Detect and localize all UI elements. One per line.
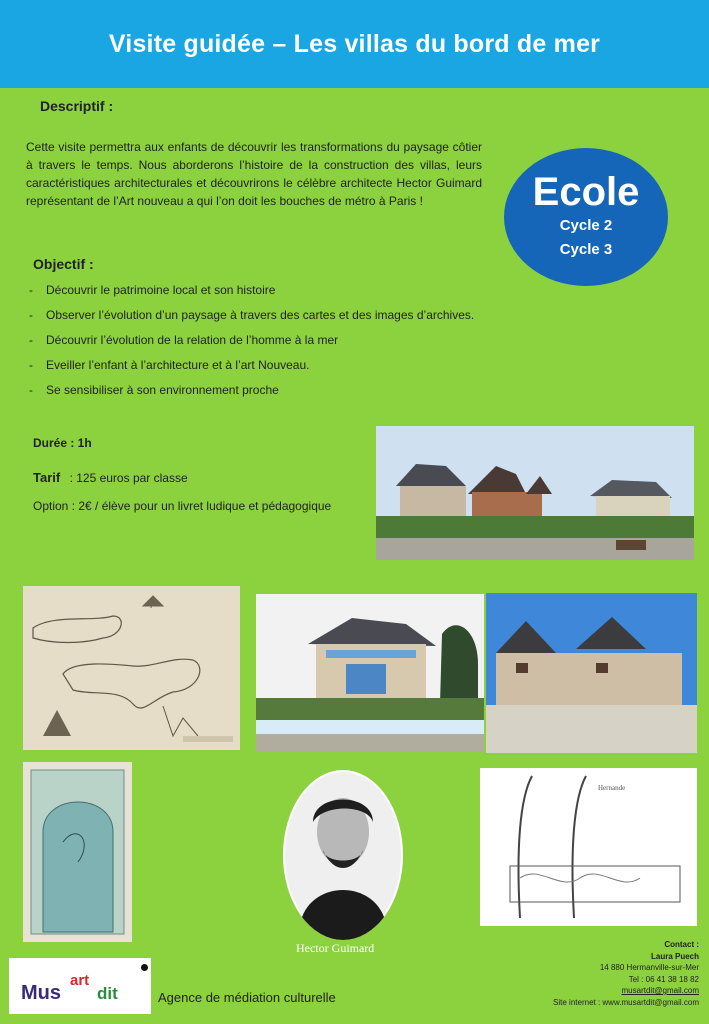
list-item: - Découvrir le patrimoine local et son histoire bbox=[26, 282, 476, 298]
list-item: - Découvrir l’évolution de la relation de l’homme à la mer bbox=[26, 332, 476, 348]
art-nouveau-drawing bbox=[23, 762, 132, 942]
option-text: Option : 2€ / élève pour un livret ludique et pédagogique bbox=[33, 499, 332, 513]
badge-cycle-2: Cycle 2 bbox=[559, 217, 613, 234]
musartdit-logo bbox=[9, 958, 151, 1014]
agency-label: Agence de médiation culturelle bbox=[158, 990, 336, 1005]
logo-dit: dit bbox=[97, 984, 118, 1003]
list-item: - Eveiller l’enfant à l’architecture et à l’art Nouveau. bbox=[26, 357, 476, 373]
list-item: - Observer l’évolution d’un paysage à travers des cartes et des images d’archives. bbox=[26, 307, 476, 323]
contact-tel: Tel : 06 41 38 18 82 bbox=[628, 974, 699, 984]
metro-sketch bbox=[480, 768, 697, 926]
badge-cycle-3: Cycle 3 bbox=[559, 241, 613, 258]
portrait-caption: Hector Guimard bbox=[296, 941, 375, 955]
objectif-list bbox=[26, 282, 476, 407]
contact-address: 14 880 Hermanville-sur-Mer bbox=[599, 963, 699, 972]
contact-site: Site internet : www.musartdit@gmail.com bbox=[553, 997, 699, 1007]
logo-art: art bbox=[70, 972, 90, 989]
tarif-value: : 125 euros par classe bbox=[69, 471, 188, 485]
list-item: - Se sensibiliser à son environnement proche bbox=[26, 382, 476, 398]
tarif-label: Tarif bbox=[33, 470, 61, 485]
ecole-badge bbox=[504, 148, 668, 286]
contact-name: Laura Puech bbox=[650, 951, 699, 961]
descriptif-text: Cette visite permettra aux enfants de découvrir les transformations du paysage côtier à travers le temps. Nous aborderons l’histoire de la construction des villas, leurs caractéristiques architecturales et découvrirons le célèbre architecte Hector Guimard représentant de l’Art nouveau a qui l’on doit les bouches de métro à Paris ! bbox=[26, 140, 482, 208]
tudor-villas-photo bbox=[486, 593, 697, 753]
archive-map bbox=[23, 586, 240, 750]
badge-title: Ecole bbox=[532, 170, 640, 214]
logo-mus: Mus bbox=[21, 982, 61, 1004]
duree-text: Durée : 1h bbox=[33, 436, 92, 450]
villas-photo bbox=[376, 426, 694, 560]
contact-heading: Contact : bbox=[664, 940, 699, 949]
contact-block bbox=[449, 939, 699, 1008]
page-title: Visite guidée – Les villas du bord de mer bbox=[108, 29, 601, 58]
logo-dot bbox=[141, 964, 148, 971]
contact-email[interactable]: musartdit@gmail.com bbox=[621, 986, 699, 995]
objectif-heading: Objectif : bbox=[33, 256, 94, 272]
blue-villa-photo bbox=[256, 594, 484, 752]
portrait-guimard bbox=[283, 770, 403, 940]
tarif-line bbox=[33, 470, 188, 485]
page-header bbox=[0, 0, 709, 88]
svg-text:Hernande: Hernande bbox=[598, 784, 626, 792]
descriptif-heading: Descriptif : bbox=[40, 98, 114, 114]
